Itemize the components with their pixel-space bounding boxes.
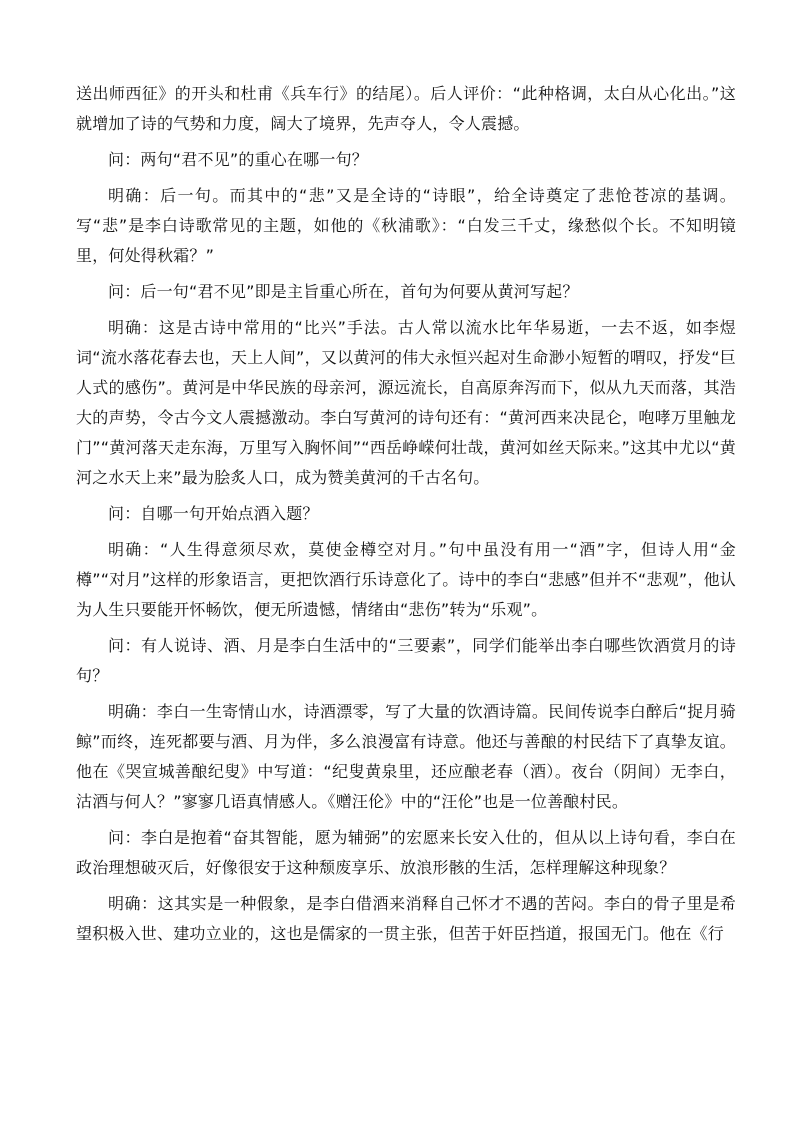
question-paragraph: 问：两句“君不见”的重心在哪一句？ <box>108 150 368 169</box>
answer-paragraph: 明确：这其实是一种假象，是李白借酒来消释自己怀才不遇的苦闷。李白的骨子里是希望积极入世、建功立业的，这也是儒家的一贯主张，但苦于奸臣挡道，报国无门。他在《行 <box>76 894 736 943</box>
paragraph-continuation: 送出师西征》的开头和杜甫《兵车行》的结尾）。后人评价：“此种格调，太白从心化出。”这就增加了诗的气势和力度，阔大了境界，先声夺人，令人震撼。 <box>76 84 736 133</box>
question-paragraph: 问：自哪一句开始点酒入题？ <box>108 504 319 523</box>
document-body <box>76 79 736 955</box>
answer-paragraph: 明确：后一句。而其中的“悲”又是全诗的“诗眼”，给全诗奠定了悲怆苍凉的基调。写“悲”是李白诗歌常见的主题，如他的《秋浦歌》：“白发三千丈，缘愁似个长。不知明镜里，何处得秋霜？” <box>76 186 736 265</box>
answer-paragraph: 明确：李白一生寄情山水，诗酒漂零，写了大量的饮酒诗篇。民间传说李白醉后“捉月骑鲸”而终，连死都要与酒、月为伴，多么浪漫富有诗意。他还与善酿的村民结下了真挚友谊。他在《哭宣城善酿纪叟》中写道：“纪叟黄泉里，还应酿老春（酒）。夜台（阴间）无李白，沽酒与何人？”寥寥几语真情感人。《赠汪伦》中的“汪伦”也是一位善酿村民。 <box>76 702 736 811</box>
answer-paragraph: 明确：这是古诗中常用的“比兴”手法。古人常以流水比年华易逝，一去不返，如李煜词“流水落花春去也，天上人间”，又以黄河的伟大永恒兴起对生命渺小短暂的喟叹，抒发“巨人式的感伤”。黄河是中华民族的母亲河，源远流长，自高原奔泻而下，似从九天而落，其浩大的声势，令古今文人震撼激动。李白写黄河的诗句还有：“黄河西来决昆仑，咆哮万里触龙门”“黄河落天走东海，万里写入胸怀间”“西岳峥嵘何壮哉，黄河如丝天际来。”这其中尤以“黄河之水天上来”最为脍炙人口，成为赞美黄河的千古名句。 <box>76 318 736 487</box>
question-paragraph: 问：有人说诗、酒、月是李白生活中的“三要素”，同学们能举出李白哪些饮酒赏月的诗句？ <box>76 636 736 685</box>
question-paragraph: 问：后一句“君不见”即是主旨重心所在，首句为何要从黄河写起？ <box>108 282 579 301</box>
question-paragraph: 问：李白是抱着“奋其智能，愿为辅弼”的宏愿来长安入仕的，但从以上诗句看，李白在政治理想破灭后，好像很安于这种颓废享乐、放浪形骸的生活，怎样理解这种现象？ <box>76 828 736 877</box>
answer-paragraph: 明确：“人生得意须尽欢，莫使金樽空对月。”句中虽没有用一“酒”字，但诗人用“金樽”“对月”这样的形象语言，更把饮酒行乐诗意化了。诗中的李白“悲感”但并不“悲观”，他认为人生只要能开怀畅饮，便无所遗憾，情绪由“悲伤”转为“乐观”。 <box>76 540 736 619</box>
